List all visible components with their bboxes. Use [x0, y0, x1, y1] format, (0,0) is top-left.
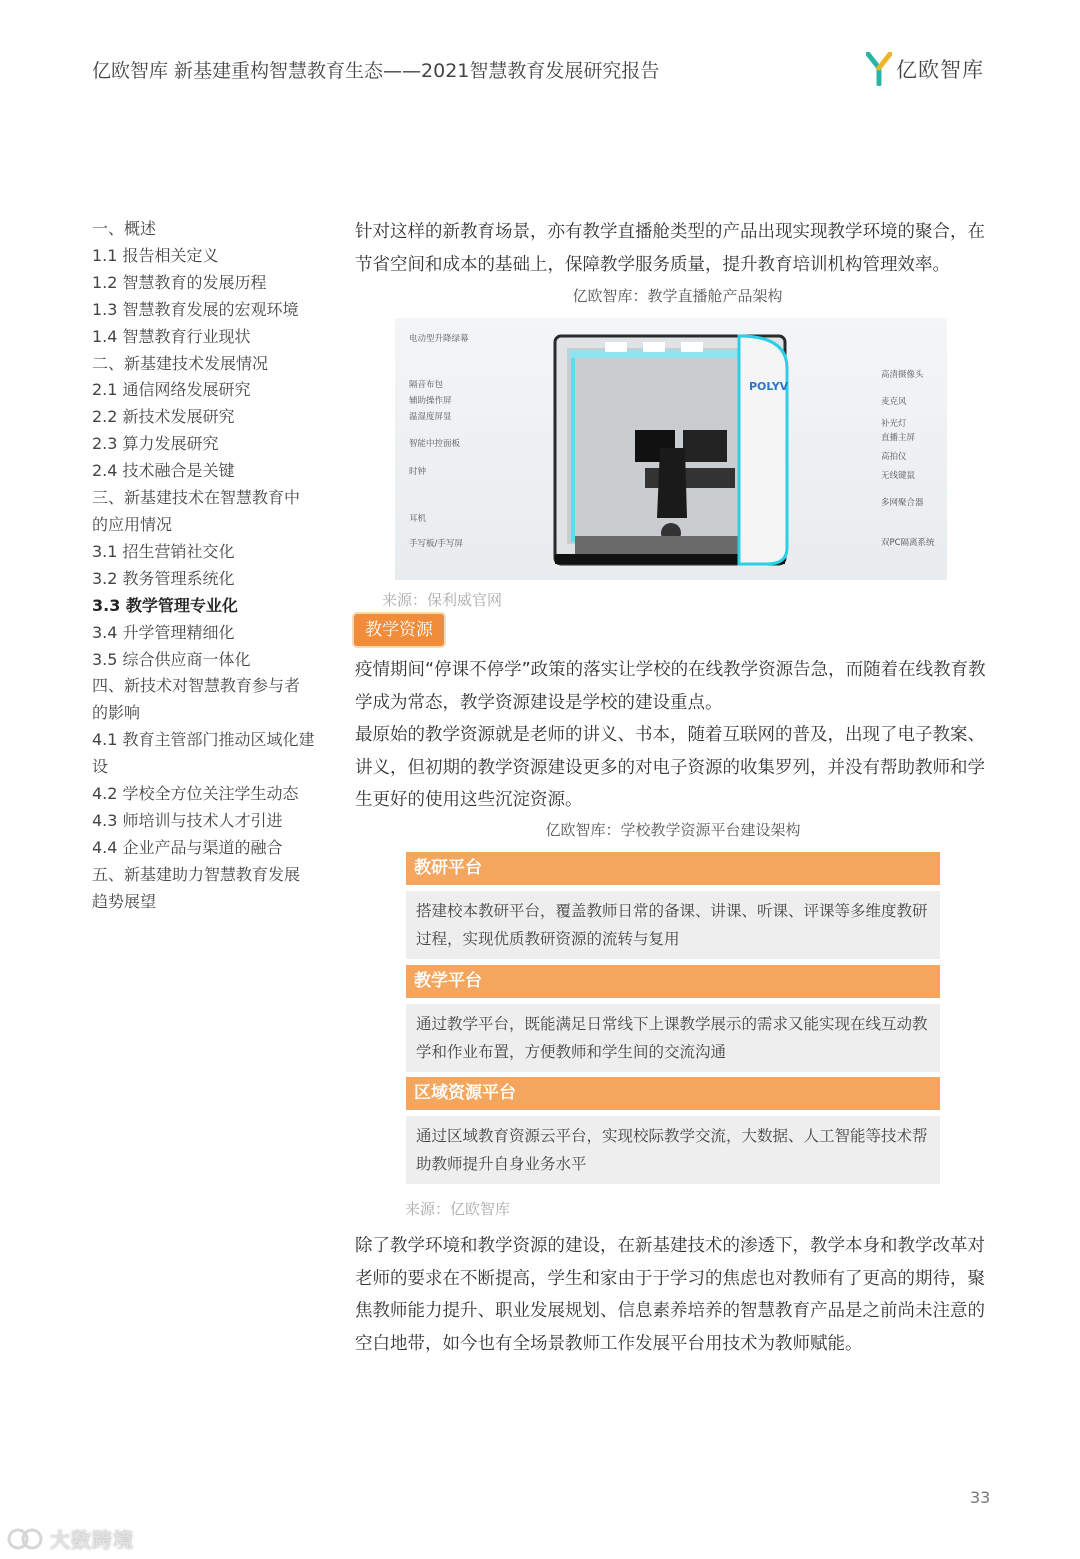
toc-item[interactable]: 1.4 智慧教育行业现状 — [92, 326, 251, 346]
toc-item[interactable]: 3.4 升学管理精细化 — [92, 622, 235, 642]
table-of-contents — [92, 216, 320, 916]
platform-block-description: 搭建校本教研平台，覆盖教师日常的备课、讲课、听课、评课等多维度教研过程，实现优质教研资源的流转与复用 — [406, 891, 940, 959]
toc-item[interactable]: 五、新基建助力智慧教育发展 — [92, 864, 301, 884]
toc-item[interactable]: 2.2 新技术发展研究 — [92, 407, 235, 427]
toc-item[interactable]: 的应用情况 — [92, 514, 173, 534]
booth-left-label: 电动型升降绿幕 — [409, 334, 469, 344]
brand-logo — [866, 52, 984, 86]
page-number: 33 — [970, 1488, 991, 1507]
booth-brand-label: POLYV — [749, 380, 789, 393]
toc-item[interactable]: 4.4 企业产品与渠道的融合 — [92, 837, 283, 857]
logo-text: 亿欧智库 — [896, 58, 984, 82]
live-booth-product-image — [395, 318, 947, 580]
booth-left-label: 耳机 — [409, 514, 427, 524]
booth-left-label: 辅助操作屏 — [409, 396, 452, 406]
toc-item[interactable]: 二、新基建技术发展情况 — [92, 353, 269, 373]
paragraph-original-resources: 最原始的教学资源就是老师的讲义、书本，随着互联网的普及，出现了电子教案、讲义，但初期的教学资源建设更多的对电子资源的收集罗列，并没有帮助教师和学生更好的使用这些沉淀资源。 — [355, 725, 985, 810]
booth-right-label: 高清摄像头 — [881, 370, 924, 380]
watermark-text: 大数跨境 — [50, 1528, 134, 1552]
figure-source-booth: 来源：保利威官网 — [382, 591, 503, 609]
resource-paragraphs — [355, 654, 1000, 817]
toc-item[interactable]: 一、概述 — [92, 219, 157, 238]
booth-left-label: 手写板/手写屏 — [409, 539, 463, 549]
paragraph-epidemic: 疫情期间“停课不停学”政策的落实让学校的在线教学资源告急，而随着在线教育教学成为常态，教学资源建设是学校的建设重点。 — [355, 660, 986, 713]
booth-right-label: 麦克风 — [881, 397, 907, 407]
booth-right-label: 无线键鼠 — [881, 471, 916, 481]
toc-item[interactable]: 2.4 技术融合是关键 — [92, 461, 235, 481]
platform-block-title: 区域资源平台 — [406, 1077, 940, 1110]
toc-item[interactable]: 三、新基建技术在智慧教育中 — [92, 488, 301, 508]
booth-right-label: 补光灯 — [881, 419, 907, 429]
booth-right-label: 高拍仪 — [881, 452, 907, 462]
paragraph-teacher-empowerment: 除了教学环境和教学资源的建设，在新基建技术的渗透下，教学本身和教学改革对老师的要求在不断提高，学生和家由于于学习的焦虑也对教师有了更高的期待，聚焦教师能力提升、职业发展规划、信息素养培养的智慧教育产品是之前尚未注意的空白地带，如今也有全场景教师工作发展平台用技术为教师赋能。 — [355, 1236, 985, 1354]
toc-item[interactable]: 趋势展望 — [92, 891, 157, 911]
toc-item[interactable]: 设 — [92, 757, 109, 777]
toc-item[interactable]: 3.3 教学管理专业化 — [92, 595, 238, 615]
toc-item[interactable]: 3.2 教务管理系统化 — [92, 568, 235, 588]
booth-right-label: 双PC隔离系统 — [881, 538, 935, 548]
toc-item[interactable]: 4.3 师培训与技术人才引进 — [92, 810, 283, 830]
closing-section — [355, 1230, 1000, 1360]
platform-block-title: 教研平台 — [406, 852, 940, 885]
section-tag-teaching-resources: 教学资源 — [354, 614, 444, 646]
watermark-logo-icon — [6, 1526, 46, 1552]
toc-item[interactable]: 4.1 教育主管部门推动区域化建 — [92, 730, 315, 750]
platform-block — [406, 965, 940, 1072]
platform-block — [406, 852, 940, 959]
toc-item[interactable]: 1.3 智慧教育发展的宏观环境 — [92, 299, 299, 319]
booth-left-label: 温湿度屏显 — [409, 412, 452, 422]
watermark — [6, 1524, 134, 1553]
platform-block-description: 通过区域教育资源云平台，实现校际教学交流，大数据、人工智能等技术帮助教师提升自身业务水平 — [406, 1116, 940, 1184]
toc-item[interactable]: 的影响 — [92, 703, 141, 723]
toc-item[interactable]: 4.2 学校全方位关注学生动态 — [92, 784, 299, 804]
figure-source-platform: 来源：亿欧智库 — [405, 1200, 511, 1218]
main-content — [355, 216, 1000, 306]
booth-illustration — [395, 318, 947, 580]
platform-block-description: 通过教学平台，既能满足日常线下上课教学展示的需求又能实现在线互动教学和作业布置，方便教师和学生间的交流沟通 — [406, 1004, 940, 1072]
toc-item[interactable]: 1.2 智慧教育的发展历程 — [92, 272, 267, 292]
paragraph-booth-intro: 针对这样的新教育场景，亦有教学直播舱类型的产品出现实现教学环境的聚合，在节省空间和成本的基础上，保障教学服务质量，提升教育培训机构管理效率。 — [355, 222, 985, 275]
report-header-title: 亿欧智库 新基建重构智慧教育生态——2021智慧教育发展研究报告 — [92, 60, 660, 82]
booth-right-label: 多网聚合器 — [881, 498, 924, 508]
booth-right-label: 直播主屏 — [881, 433, 916, 443]
platform-block — [406, 1077, 940, 1184]
booth-left-label: 时钟 — [409, 467, 427, 477]
toc-item[interactable]: 3.5 综合供应商一体化 — [92, 649, 251, 669]
figure-title-booth: 亿欧智库：教学直播舱产品架构 — [572, 287, 783, 305]
booth-left-label: 隔音布包 — [409, 380, 444, 390]
toc-item[interactable]: 2.3 算力发展研究 — [92, 434, 219, 454]
toc-item[interactable]: 1.1 报告相关定义 — [92, 245, 219, 265]
toc-item[interactable]: 2.1 通信网络发展研究 — [92, 380, 251, 400]
figure-title-platform: 亿欧智库：学校教学资源平台建设架构 — [545, 821, 801, 839]
toc-item[interactable]: 3.1 招生营销社交化 — [92, 541, 235, 561]
toc-item[interactable]: 四、新技术对智慧教育参与者 — [92, 676, 301, 696]
booth-left-label: 智能中控面板 — [409, 439, 461, 449]
yiou-logo-icon — [866, 52, 892, 86]
platform-block-title: 教学平台 — [406, 965, 940, 998]
